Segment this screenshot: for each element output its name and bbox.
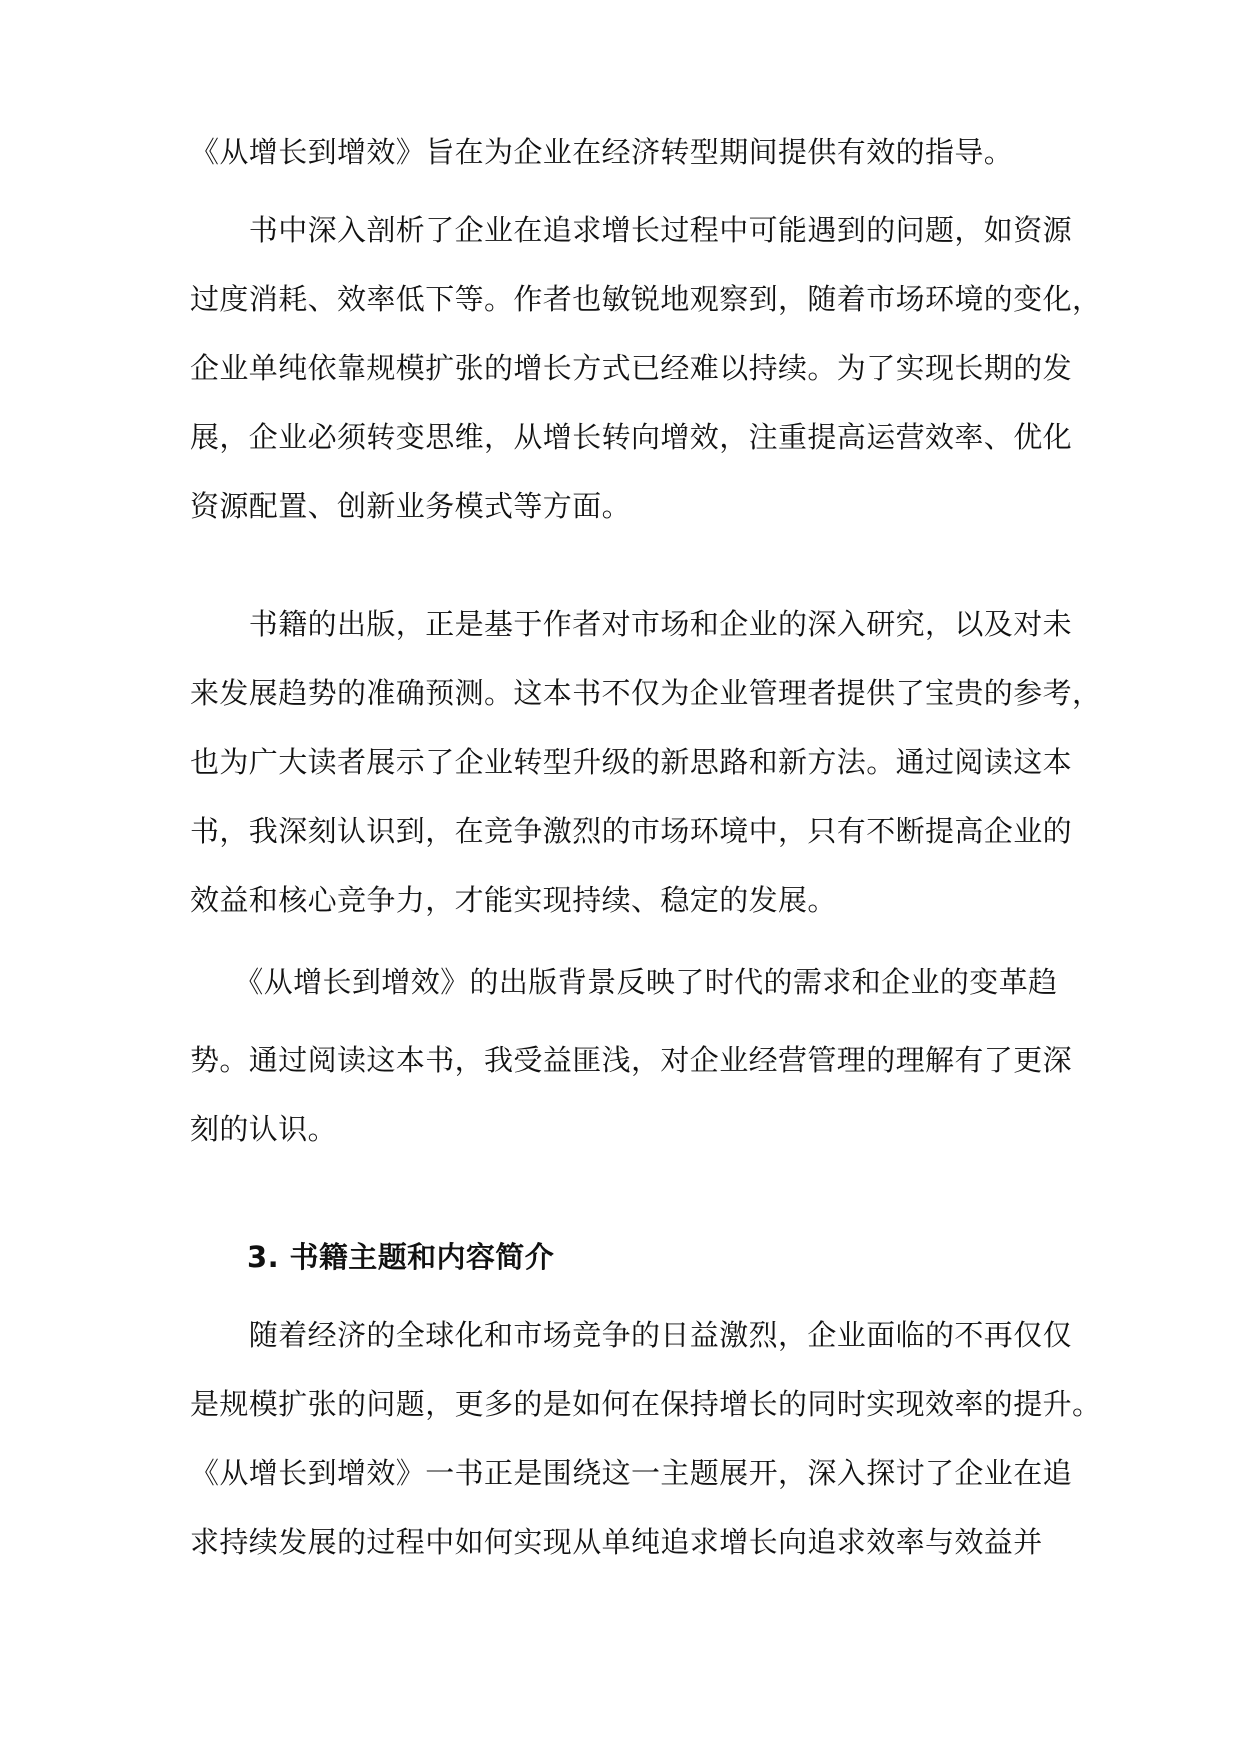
paragraph-1-line-1: 《从增长到增效》旨在为企业在经济转型期间提供有效的指导。	[190, 135, 1014, 169]
paragraph-4-line-3: 刻的认识。	[190, 1112, 338, 1146]
section-heading: 3. 书籍主题和内容简介	[247, 1240, 555, 1274]
section-paragraph-line-2: 是规模扩张的问题，更多的是如何在保持增长的同时实现效率的提升。	[190, 1387, 1102, 1421]
paragraph-4-line-2: 势。通过阅读这本书，我受益匪浅，对企业经营管理的理解有了更深	[190, 1043, 1073, 1077]
paragraph-2-line-4: 展，企业必须转变思维，从增长转向增效，注重提高运营效率、优化	[190, 420, 1073, 454]
paragraph-2-line-1: 书中深入剖析了企业在追求增长过程中可能遇到的问题，如资源	[190, 213, 1073, 247]
section-paragraph-line-3: 《从增长到增效》一书正是围绕这一主题展开，深入探讨了企业在追	[190, 1456, 1073, 1490]
section-paragraph-line-1: 随着经济的全球化和市场竞争的日益激烈，企业面临的不再仅仅	[190, 1318, 1073, 1352]
section-paragraph-line-4: 求持续发展的过程中如何实现从单纯追求增长向追求效率与效益并	[190, 1525, 1043, 1559]
paragraph-2-line-2: 过度消耗、效率低下等。作者也敏锐地观察到，随着市场环境的变化，	[190, 282, 1102, 316]
paragraph-3-line-3: 也为广大读者展示了企业转型升级的新思路和新方法。通过阅读这本	[190, 745, 1073, 779]
paragraph-3-line-5: 效益和核心竞争力，才能实现持续、稳定的发展。	[190, 883, 837, 917]
paragraph-2-line-3: 企业单纯依靠规模扩张的增长方式已经难以持续。为了实现长期的发	[190, 351, 1073, 385]
paragraph-3-line-2: 来发展趋势的准确预测。这本书不仅为企业管理者提供了宝贵的参考，	[190, 676, 1102, 710]
paragraph-3-line-4: 书，我深刻认识到，在竞争激烈的市场环境中，只有不断提高企业的	[190, 814, 1073, 848]
paragraph-3-line-1: 书籍的出版，正是基于作者对市场和企业的深入研究，以及对未	[190, 607, 1073, 641]
paragraph-4-line-1: 《从增长到增效》的出版背景反映了时代的需求和企业的变革趋	[190, 965, 1058, 999]
paragraph-2-line-5: 资源配置、创新业务模式等方面。	[190, 489, 632, 523]
